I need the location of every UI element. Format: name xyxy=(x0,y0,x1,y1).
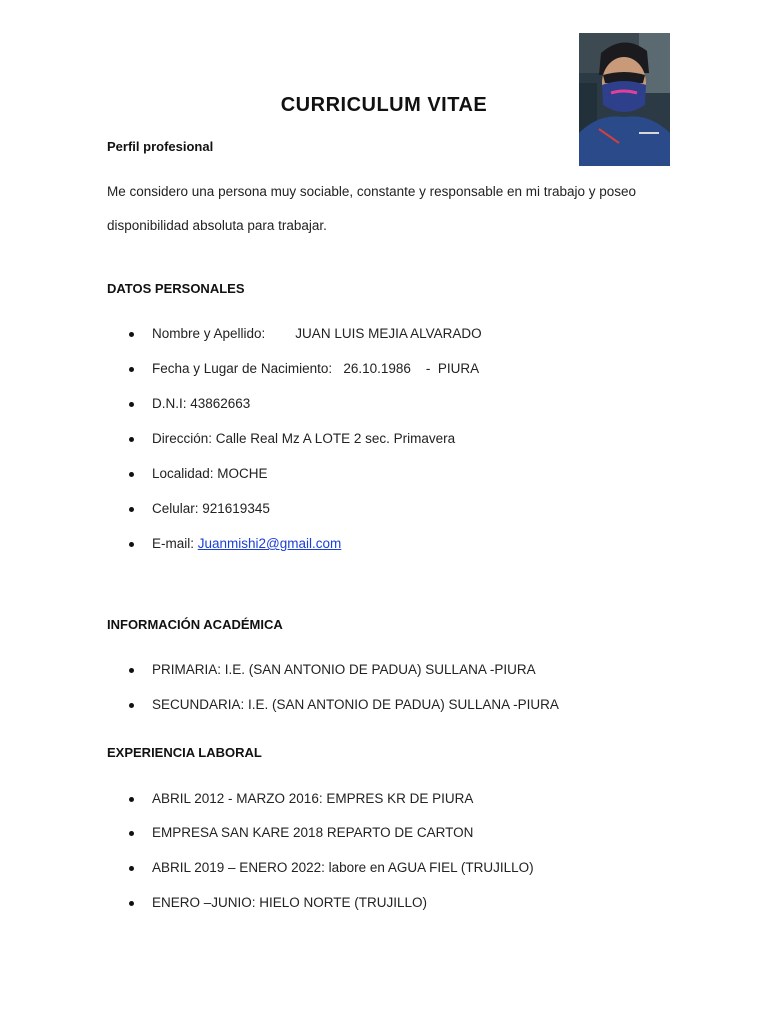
profile-heading: Perfil profesional xyxy=(107,139,214,154)
bullet xyxy=(129,901,134,906)
bullet xyxy=(129,831,134,836)
email-link[interactable]: Juanmishi2@gmail.com xyxy=(197,536,342,551)
bullet xyxy=(129,866,134,871)
academic-secondary: SECUNDARIA: I.E. (SAN ANTONIO DE PADUA) SULLANA -PIURA xyxy=(152,697,559,712)
bullet xyxy=(129,797,134,802)
email-label: E-mail: xyxy=(152,536,198,551)
profile-photo-image xyxy=(579,33,670,166)
personal-data-heading: DATOS PERSONALES xyxy=(107,281,245,296)
document-title-text: CURRICULUM VITAE xyxy=(280,94,488,116)
experience-job-1: ABRIL 2012 - MARZO 2016: EMPRES KR DE PIURA xyxy=(152,791,474,806)
bullet xyxy=(129,542,134,547)
personal-birth: Fecha y Lugar de Nacimiento: 26.10.1986 - PIURA xyxy=(152,361,480,376)
bullet xyxy=(129,402,134,407)
academic-primary: PRIMARIA: I.E. (SAN ANTONIO DE PADUA) SULLANA -PIURA xyxy=(152,662,536,677)
personal-phone: Celular: 921619345 xyxy=(152,501,270,516)
experience-job-4: ENERO –JUNIO: HIELO NORTE (TRUJILLO) xyxy=(152,895,428,910)
bullet xyxy=(129,332,134,337)
personal-name: Nombre y Apellido: JUAN LUIS MEJIA ALVARADO xyxy=(152,326,482,341)
experience-job-2: EMPRESA SAN KARE 2018 REPARTO DE CARTON xyxy=(152,825,474,840)
personal-locality: Localidad: MOCHE xyxy=(152,466,268,481)
profile-text-line-1: Me considero una persona muy sociable, constante y responsable en mi trabajo y poseo xyxy=(107,184,637,199)
bullet xyxy=(129,437,134,442)
bullet xyxy=(129,668,134,673)
experience-heading: EXPERIENCIA LABORAL xyxy=(107,745,262,760)
personal-email-row xyxy=(152,536,341,551)
experience-job-3: ABRIL 2019 – ENERO 2022: labore en AGUA FIEL (TRUJILLO) xyxy=(152,860,534,875)
bullet xyxy=(129,472,134,477)
bullet xyxy=(129,703,134,708)
profile-text-line-2: disponibilidad absoluta para trabajar. xyxy=(107,218,327,233)
personal-dni: D.N.I: 43862663 xyxy=(152,396,251,411)
personal-address: Dirección: Calle Real Mz A LOTE 2 sec. Primavera xyxy=(152,431,456,446)
academic-heading: INFORMACIÓN ACADÉMICA xyxy=(107,617,283,632)
profile-photo xyxy=(579,33,670,166)
bullet xyxy=(129,507,134,512)
bullet xyxy=(129,367,134,372)
